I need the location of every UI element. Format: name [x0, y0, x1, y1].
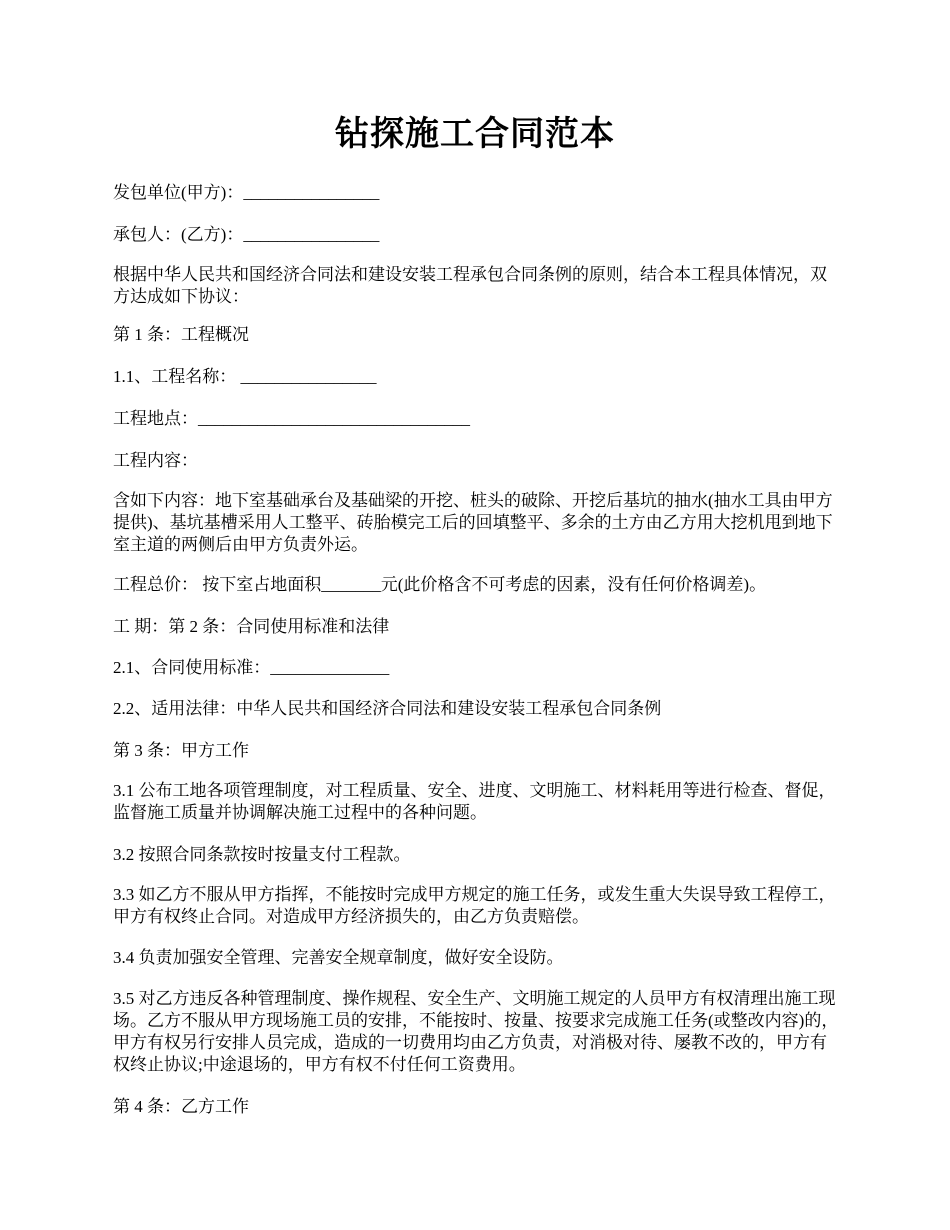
project-content-label: 工程内容：	[113, 451, 198, 470]
project-content-paragraph: 含如下内容：地下室基础承台及基础梁的开挖、桩头的破除、开挖后基坑的抽水(抽水工具由甲方提供)、基坑基槽采用人工整平、砖胎模完工后的回填整平、多余的土方由乙方用大挖机甩到地下室主道的两侧后由甲方负责外运。	[113, 491, 833, 554]
preamble-paragraph: 根据中华人民共和国经济合同法和建设安装工程承包合同条例的原则，结合本工程具体情况，双方达成如下协议：	[113, 265, 827, 306]
article-4-heading: 第 4 条：乙方工作	[113, 1097, 249, 1116]
project-name-line: 1.1、工程名称： ________________	[113, 367, 377, 386]
applicable-law-line: 2.2、适用法律：中华人民共和国经济合同法和建设安装工程承包合同条例	[113, 699, 662, 718]
clause-3-3: 3.3 如乙方不服从甲方指挥，不能按时完成甲方规定的施工任务，或发生重大失误导致工程停工，甲方有权终止合同。对造成甲方经济损失的，由乙方负责赔偿。	[113, 885, 836, 926]
project-location-line: 工程地点：________________________________	[113, 409, 470, 428]
total-price-line: 工程总价： 按下室占地面积_______元(此价格含不可考虑的因素，没有任何价格调差)。	[113, 575, 767, 594]
clause-3-2: 3.2 按照合同条款按时按量支付工程款。	[113, 845, 411, 864]
party-b-line: 承包人：(乙方)：________________	[113, 225, 380, 244]
clause-3-5: 3.5 对乙方违反各种管理制度、操作规程、安全生产、文明施工规定的人员甲方有权清理出施工现场。乙方不服从甲方现场施工员的安排，不能按时、按量、按要求完成施工任务(或整改内容)的，甲方有权另行安排人员完成，造成的一切费用均由乙方负责，对消极对待、屡教不改的，甲方有权终止协议;中途退场的，甲方有权不付任何工资费用。	[113, 989, 839, 1074]
document-title: 钻探施工合同范本	[335, 116, 615, 153]
article-1-heading: 第 1 条：工程概况	[113, 325, 249, 344]
article-3-heading: 第 3 条：甲方工作	[113, 741, 249, 760]
clause-3-1: 3.1 公布工地各项管理制度，对工程质量、安全、进度、文明施工、材料耗用等进行检查、督促，监督施工质量并协调解决施工过程中的各种问题。	[113, 781, 836, 822]
clause-3-4: 3.4 负责加强安全管理、完善安全规章制度，做好安全设防。	[113, 948, 564, 967]
article-2-heading: 工 期：第 2 条：合同使用标准和法律	[113, 617, 390, 636]
party-a-line: 发包单位(甲方)：________________	[113, 183, 380, 202]
contract-standard-line: 2.1、合同使用标准：______________	[113, 658, 390, 677]
